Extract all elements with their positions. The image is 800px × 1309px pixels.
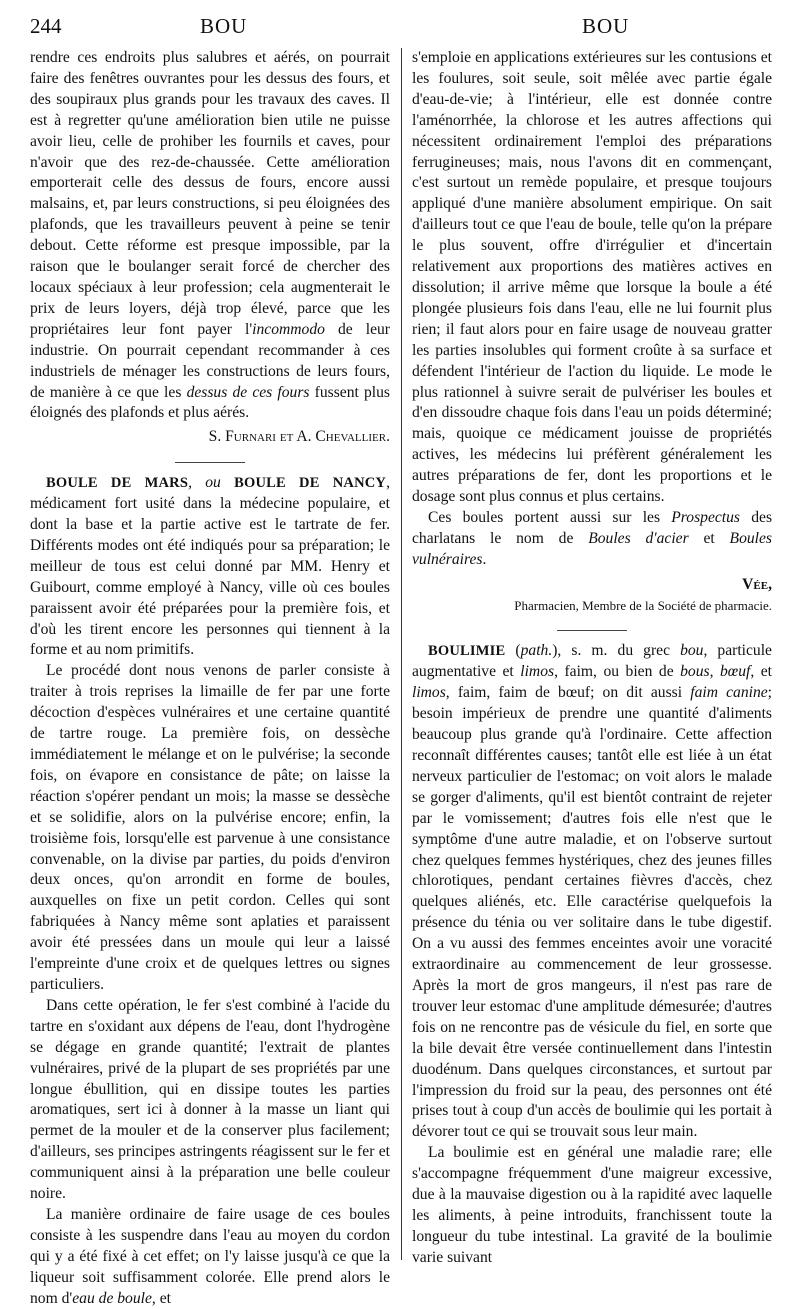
column-rule xyxy=(401,48,402,1260)
entry-boulimie xyxy=(412,641,772,1143)
text-run: des charlatans le nom de xyxy=(412,508,773,547)
paragraph xyxy=(30,1205,390,1309)
text-run: ( xyxy=(505,642,521,660)
text-run: rendre ces endroits plus salubres et aérés, on pourrait faire des fenêtres ouvrantes pour les dessus des fours, et des soupiraux plus grands pour les travaux des caves. Il est à regretter qu'une amélioration bien utile ne puisse avoir lieu, celle de prohiber les fournils et caves, pour n'avoir que des rez-de-chaussée. Cette amélioration emporterait celle des dessus de fours, encore aussi malsains, et, par leurs constructions, si peu éloignées des plafonds, que les travailleurs peuvent à peine se tenir debout. Cette réforme est presque impossible, par la raison que le boulanger serait forcé de chercher des locaux spéciaux à leur profession; cela augmenterait le prix de leurs loyers, déjà trop élevé, parce que les propriétaires leur font payer l' xyxy=(30,49,390,338)
italic-run: path. xyxy=(520,642,553,660)
section-divider xyxy=(175,462,245,463)
entry-headword: BOULIMIE xyxy=(428,643,506,660)
italic-run: Boules d'acier xyxy=(588,529,689,547)
italic-run: faim canine xyxy=(690,684,768,702)
entry-boule-de-mars xyxy=(30,473,390,661)
running-head-right: BOU xyxy=(582,14,630,38)
italic-run: incommodo xyxy=(252,320,325,338)
section-divider xyxy=(557,630,627,631)
italic-run: bous xyxy=(680,663,710,681)
text-run: ), s. m. du grec xyxy=(552,642,681,660)
text-run: , médicament fort usité dans la médecine populaire, et dont la base et la partie active est le tartrate de fer. Différents modes ont été indiqués pour sa préparation; le meilleur de tous est celui donné par MM. Henry et Guibourt, comme employé à Nancy, ville où ces boules paraissent avoir été préparées pour la première fois, et d'où les tirent encore les personnes qui tiennent à la forme et au nom primitifs. xyxy=(30,474,390,659)
text-run: , faim, ou bien de xyxy=(554,663,681,681)
text-run: et xyxy=(688,529,730,547)
paragraph: La boulimie est en général une maladie rare; elle s'accompagne fréquemment d'une maigreur excessive, due à la mauvaise digestion ou à la rapidité avec laquelle les aliments, à peine introduits, franchissent toute la longueur du tube intestinal. La gravité de la boulimie varie suivant xyxy=(412,1144,772,1266)
author-signature: Vée, xyxy=(742,575,772,593)
page-number: 244 xyxy=(30,14,62,38)
left-column xyxy=(30,48,390,1307)
italic-run: eau de boule xyxy=(72,1289,152,1307)
text-run: , et xyxy=(750,663,772,681)
text-run: fussent plus éloignés des plafonds et plus aérés. xyxy=(30,383,390,422)
right-column xyxy=(412,48,773,1266)
italic-run: bœuf xyxy=(720,663,751,681)
paragraph: Le procédé dont nous venons de parler consiste à traiter à trois reprises la limaille de fer par une forte décoction d'espèces vulnéraires et une certaine quantité de tartre rouge. La première fois, on dessèche immédiatement le mélange et on le pulvérise; la seconde fois, on évapore en consistance de pâte; on laisse la réaction s'opérer pendant un mois; la masse se dessèche et se solidifie, alors on la pulvérise encore; enfin, la troisième fois, lorsqu'elle est parvenue à une consistance convenable, on la divise par parties, du poids d'environ deux onces, qu'on arrondit en forme de boules, auxquelles on fixe un petit cordon. Celles qui sont fabriquées à Nancy même sont aplaties et paraissent avoir été pressées dans un moule qui leur a laissé l'empreinte d'une croix et de quelques lettres ou signes particuliers. xyxy=(30,662,390,993)
text-run: Ces boules portent aussi sur les xyxy=(428,508,672,526)
author-signature xyxy=(30,427,390,448)
italic-run: Prospectus xyxy=(671,508,740,526)
italic-run: Boules vulnéraires xyxy=(412,529,772,568)
italic-run: limos xyxy=(520,663,555,681)
text-run: , xyxy=(709,663,720,681)
text-run: La manière ordinaire de faire usage de ces boules consiste à les suspendre dans l'eau au moyen du cordon qui y a été fixé à cet effet; on l'y laisse jusqu'à ce que la liqueur soit suffisamment colorée. Elle prend alors le nom d' xyxy=(30,1205,390,1307)
text-run: de leur industrie. On pourrait cependant recommander à ces industriels de ménager les constructions de leurs fours, de manière à ce que les xyxy=(30,320,390,401)
signature-text: S. Furnari et A. Chevallier. xyxy=(208,428,390,446)
italic-run: bou xyxy=(680,642,704,660)
paragraph-continuation xyxy=(30,48,390,424)
author-title: Pharmacien, Membre de la Société de pharmacie. xyxy=(514,597,772,613)
running-head-left: BOU xyxy=(200,14,248,38)
paragraph xyxy=(412,508,772,571)
italic-run: , ou xyxy=(188,474,235,492)
entry-headword: BOULE DE NANCY xyxy=(234,475,387,492)
text-run: , faim, faim de bœuf; on dit aussi xyxy=(445,684,691,702)
paragraph-continuation: s'emploie en applications extérieures sur les contusions et les foulures, soit seule, soit mêlée avec partie égale d'eau-de-vie; à l'intérieur, elle est donnée contre l'aménorrhée, la chlorose et les autres affections qui nécessitent ordinairement l'emploi des préparations ferrugineuses; mais, nous l'avons dit en commençant, c'est surtout un remède populaire, et presque toujours appliqué d'une manière absolument empirique. On sait d'ailleurs tout ce que l'eau de boule, telle qu'on la prépare le plus souvent, offre d'irrégulier et d'incertain relativement aux proportions des matières actives en dissolution; il arrive même que lorsque la boule a été plongée plusieurs fois dans l'eau, elle ne lui fournit plus rien; il faut alors pour en faire usage de nouveau gratter les parties insolubles qui forment croûte à sa surface et défendent l'intérieur de l'action du liquide. Le mode le plus rationnel à suivre serait de pulvériser les boules et d'en dissoudre chaque fois dans l'eau un poids déterminé; mais, quoique ce médicament jouisse de propriétés actives, les médecins lui préfèrent généralement les autres préparations de fer, dont les proportions et le dosage sont plus connus et plus certains. xyxy=(412,49,772,506)
text-run: , et xyxy=(151,1289,171,1307)
text-run: . xyxy=(482,550,487,568)
paragraph: Dans cette opération, le fer s'est combiné à l'acide du tartre en s'oxidant aux dépens de l'eau, dont l'hydrogène se dégage en grande quantité; l'extrait de plantes vulnéraires, privé de la plupart de ses propriétés par une longue ébullition, qui en dissipe toutes les parties aromatiques, sert ici à donner à la masse un liant qui permet de la mouler et de la conserver plus facilement; d'ailleurs, ses principes astringents réagissent sur le fer et communiquent ainsi à la préparation une belle couleur noire. xyxy=(30,996,390,1203)
text-run: ; besoin impérieux de prendre une quantité d'aliments beaucoup plus grande qu'à l'ordinaire. Cette affection reconnaît différentes causes; tantôt elle est liée à un état nerveux particulier de l'estomac; on voit alors le malade se gorger d'aliments, qu'il est bientôt contraint de rejeter par le vomissement; d'autres fois elle n'est que le symptôme d'une autre maladie, et on l'observe surtout chez quelques femmes hystériques, chez des jeunes filles chlorotiques, pendant certaines fièvres d'accès, chez quelques aliénés, etc. Elle caractérise quelquefois la présence du ténia ou ver solitaire dans le tube digestif. On a vu aussi des femmes enceintes avoir une voracité extraordinaire au commencement de leur grossesse. Après la mort de gros mangeurs, il n'est pas rare de trouver leur estomac d'une amplitude démesurée; d'autres fois on ne rencontre pas de vésicule du fiel, en sorte que la bile devait être versée continuellement dans l'intestin duodénum. Dans quelques circonstances, et surtout par l'impression du froid sur la peau, des personnes ont été prises tout à coup d'un accès de boulimie qui les portait à dévorer tout ce qui se trouvait sous leur main. xyxy=(412,684,773,1141)
italic-run: limos xyxy=(412,684,446,702)
text-run: , particule augmentative et xyxy=(412,642,772,681)
italic-run: dessus de ces fours xyxy=(186,383,310,401)
entry-headword: BOULE DE MARS xyxy=(46,475,189,492)
page-header xyxy=(30,14,780,44)
